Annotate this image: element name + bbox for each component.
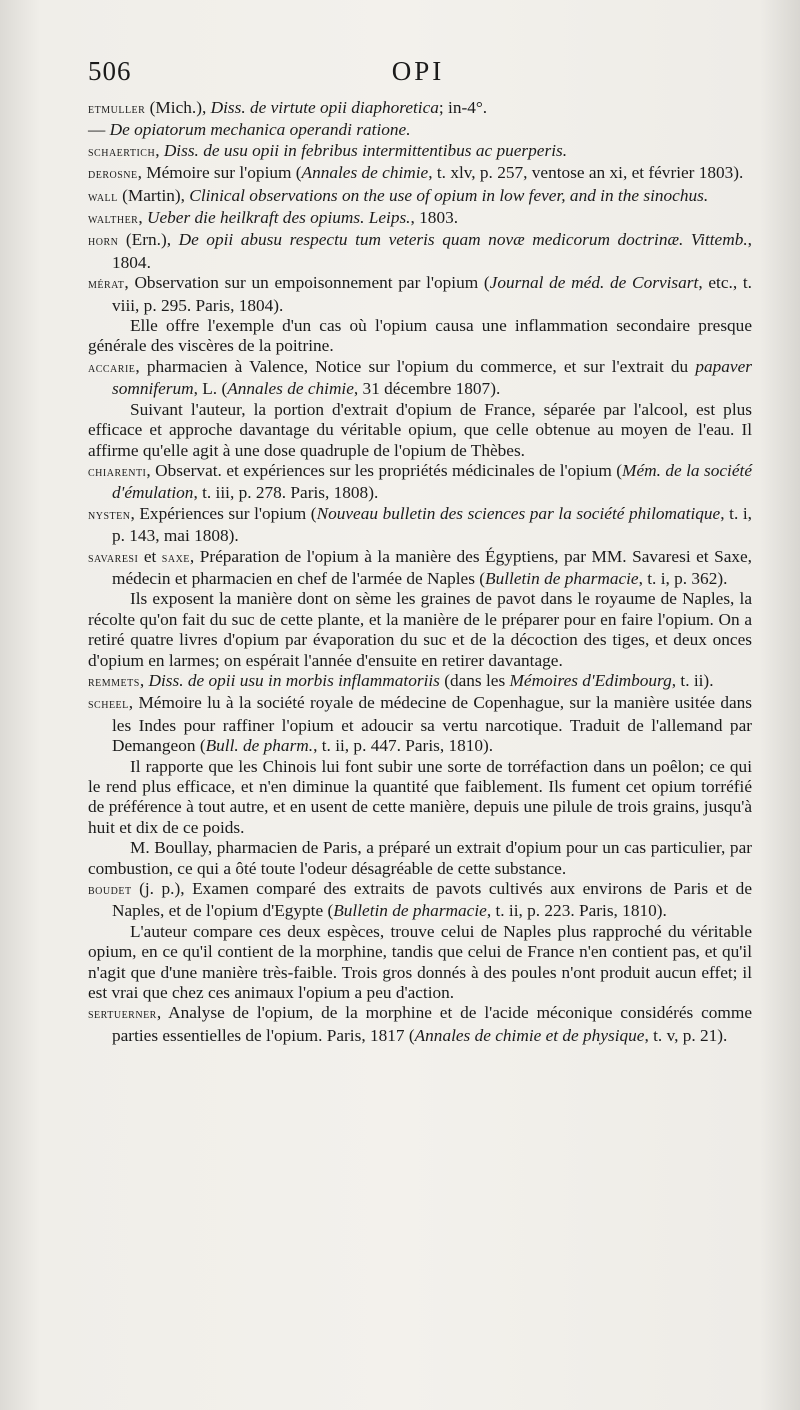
entry-text: , t. ii, p. 447. Paris, 1810). [313, 736, 494, 756]
entry-title: Nouveau bulletin des sciences par la société philomatique [316, 503, 721, 523]
entry-title: Annales de chimie et de physique [414, 1025, 645, 1045]
entry-title: Bull. de pharm. [205, 736, 314, 756]
entry-author: horn [88, 234, 119, 250]
bibliography-text [88, 98, 752, 1046]
entry-text: , t. v, p. 21). [644, 1025, 728, 1045]
bibliography-entry [88, 504, 752, 547]
entry-text: , etc., t. viii, p. 295. Paris, 1804). [112, 273, 752, 315]
bibliography-entry [88, 879, 752, 922]
entry-author: boudet [88, 883, 132, 899]
entry-title: Annales de chimie [301, 163, 429, 183]
bibliography-entry [88, 671, 752, 693]
entry-author: mérat [88, 277, 125, 293]
entry-title: Diss. de usu opii in febribus intermittentibus ac puerperis. [163, 140, 568, 160]
bibliography-entry [88, 230, 752, 273]
entry-title: Clinical observations on the use of opium in low fever, and in the sinochus. [189, 185, 709, 205]
bibliography-entry [88, 461, 752, 504]
entry-text: saxe [161, 550, 190, 566]
entry-text: (Martin), [117, 185, 190, 205]
entry-text: , Observation sur un empoisonnement par l'opium ( [124, 273, 490, 293]
entry-annotation: Il rapporte que les Chinois lui font subir une sorte de torréfaction dans un poêlon; ce qui le rend plus efficace, et n'en diminue la quantité que faiblement. Ils fument cet opium torréfié de préférence à tout autre, et en usent de cette manière, depuis une pilule de trois grains, jusqu'à huit et dix de ce poids. [88, 756, 752, 837]
entry-title: Annales de chimie [227, 379, 354, 399]
entry-text: , 1804. [112, 230, 752, 272]
entry-annotation: Elle offre l'exemple d'un cas où l'opium causa une inflammation secondaire presque générale des viscères de la poitrine. [88, 316, 752, 356]
entry-title: Ueber die heilkraft des opiums. Leips. [147, 208, 411, 228]
entry-text: , t. iii, p. 278. Paris, 1808). [193, 483, 379, 503]
entry-title: Bulletin de pharmacie [333, 901, 487, 921]
entry-text: , t. xlv, p. 257, ventose an xi, et février 1803). [428, 163, 744, 183]
bibliography-entry [88, 120, 752, 140]
entry-text: , Mémoire lu à la société royale de médecine de Copenhague, sur la manière usitée dans les Indes pour raffiner l'opium et adoucir sa vertu narcotique. Traduit de l'allemand par Demangeon ( [112, 693, 752, 756]
entry-text: , Observat. et expériences sur les propriétés médicinales de l'opium ( [146, 460, 623, 480]
entry-text: (Ern.), [118, 230, 179, 250]
bibliography-entry [88, 547, 752, 590]
bibliography-entry [88, 208, 752, 230]
entry-text: , 1803. [410, 208, 459, 228]
entry-title: Diss. de virtute opii diaphoretica [210, 98, 439, 117]
entry-text: , [155, 140, 164, 160]
entry-author: chiarenti [88, 464, 147, 480]
bibliography-entry [88, 98, 752, 120]
entry-text: , t. ii, p. 223. Paris, 1810). [486, 901, 667, 921]
entry-author: remmets [88, 674, 140, 690]
entry-text: , t. ii). [671, 670, 714, 690]
entry-title: Mém. de la société d'émulation [112, 460, 752, 503]
entry-text: , pharmacien à Valence, Notice sur l'opium du commerce, et sur l'extrait du [135, 356, 696, 376]
entry-text: (j. p.), Examen comparé des extraits de pavots cultivés aux environs de Paris et de Naples, et de l'opium d'Egypte ( [112, 879, 752, 921]
entry-title: Mémoires d'Edimbourg [509, 670, 672, 690]
entry-text: , [139, 670, 149, 690]
page-header [88, 56, 748, 92]
bibliography-entry [88, 141, 752, 163]
entry-annotation: L'auteur compare ces deux espèces, trouve celui de Naples plus rapproché du véritable opium, en ce qu'il contient de la morphine, tandis que celui de France n'en contient pas, et qu'il n'agit que d'une manière très-faible. Trois gros donnés à des poules n'ont produit aucun effet; il est vrai que chez ces animaux l'opium a peu d'action. [88, 921, 752, 1003]
entry-title: Diss. de opii usu in morbis inflammatoriis [148, 670, 440, 690]
entry-text: (Mich.), [145, 98, 211, 117]
entry-annotation: Suivant l'auteur, la portion d'extrait d'opium de France, séparée par l'alcool, est plus efficace et approche davantage du véritable opium, que celle obtenue au moyen de l'eau. Il affirme qu'elle agit à une dose quadruple de l'opium de Thèbes. [88, 399, 752, 460]
entry-annotation: M. Boullay, pharmacien de Paris, a préparé un extrait d'opium pour un cas particulier, par combustion, ce qui a ôté toute l'odeur désagréable de cette substance. [88, 838, 752, 878]
entry-title: De opii abusu respectu tum veteris quam novæ medicorum doctrinæ. Vittemb. [178, 230, 748, 250]
entry-author: schaertich [88, 144, 156, 160]
entry-author: scheel [88, 697, 129, 713]
entry-author: walther [88, 212, 139, 228]
bibliography-entry [88, 273, 752, 316]
entry-author: accarie [88, 360, 136, 376]
entry-text: ; in-4°. [438, 98, 488, 117]
bibliography-entry [88, 186, 752, 208]
entry-author: savaresi [88, 550, 139, 566]
bibliography-entry [88, 357, 752, 400]
page-number: 506 [88, 56, 132, 86]
entry-title: De opiatorum mechanica operandi ratione. [109, 120, 411, 140]
entry-title: papaver somniferum [112, 356, 752, 399]
entry-title: Journal de méd. de Corvisart [489, 273, 699, 293]
entry-text: — [88, 120, 110, 140]
entry-text: , Expériences sur l'opium ( [130, 503, 317, 523]
entry-author: nysten [88, 507, 131, 523]
bibliography-entry [88, 1003, 752, 1046]
entry-text: , [138, 208, 147, 228]
entry-author: sertuerner [88, 1007, 157, 1023]
entry-text: (dans les [439, 670, 510, 690]
entry-author: etmuller [88, 102, 146, 117]
entry-text: , Préparation de l'opium à la manière des Égyptiens, par MM. Savaresi et Saxe, médecin et pharmacien en chef de l'armée de Naples ( [112, 546, 752, 588]
entry-author: derosne [88, 167, 138, 183]
entry-title: Bulletin de pharmacie [485, 568, 639, 588]
entry-text: , Analyse de l'opium, de la morphine et de l'acide méconique considérés comme parties essentielles de l'opium. Paris, 1817 ( [112, 1003, 752, 1045]
running-head: OPI [391, 56, 445, 86]
bibliography-entry [88, 163, 752, 185]
entry-text: , 31 décembre 1807). [353, 379, 501, 399]
entry-text: , Mémoire sur l'opium ( [137, 163, 302, 183]
entry-text: et [138, 546, 162, 566]
entry-text: , L. ( [193, 379, 228, 399]
entry-annotation: Ils exposent la manière dont on sème les graines de pavot dans le royaume de Naples, la récolte qu'on fait du suc de cette plante, et la manière de le préparer pour en faire l'opium. On a retiré quatre livres d'opium par évaporation du suc et de la décoction des tiges, et deux onces d'opium en larmes; on espérait l'année d'ensuite en retirer davantage. [88, 589, 752, 670]
entry-text: , t. i, p. 143, mai 1808). [112, 503, 752, 546]
bibliography-entry [88, 693, 752, 756]
entry-author: wall [88, 189, 118, 205]
entry-text: , t. i, p. 362). [638, 568, 728, 588]
